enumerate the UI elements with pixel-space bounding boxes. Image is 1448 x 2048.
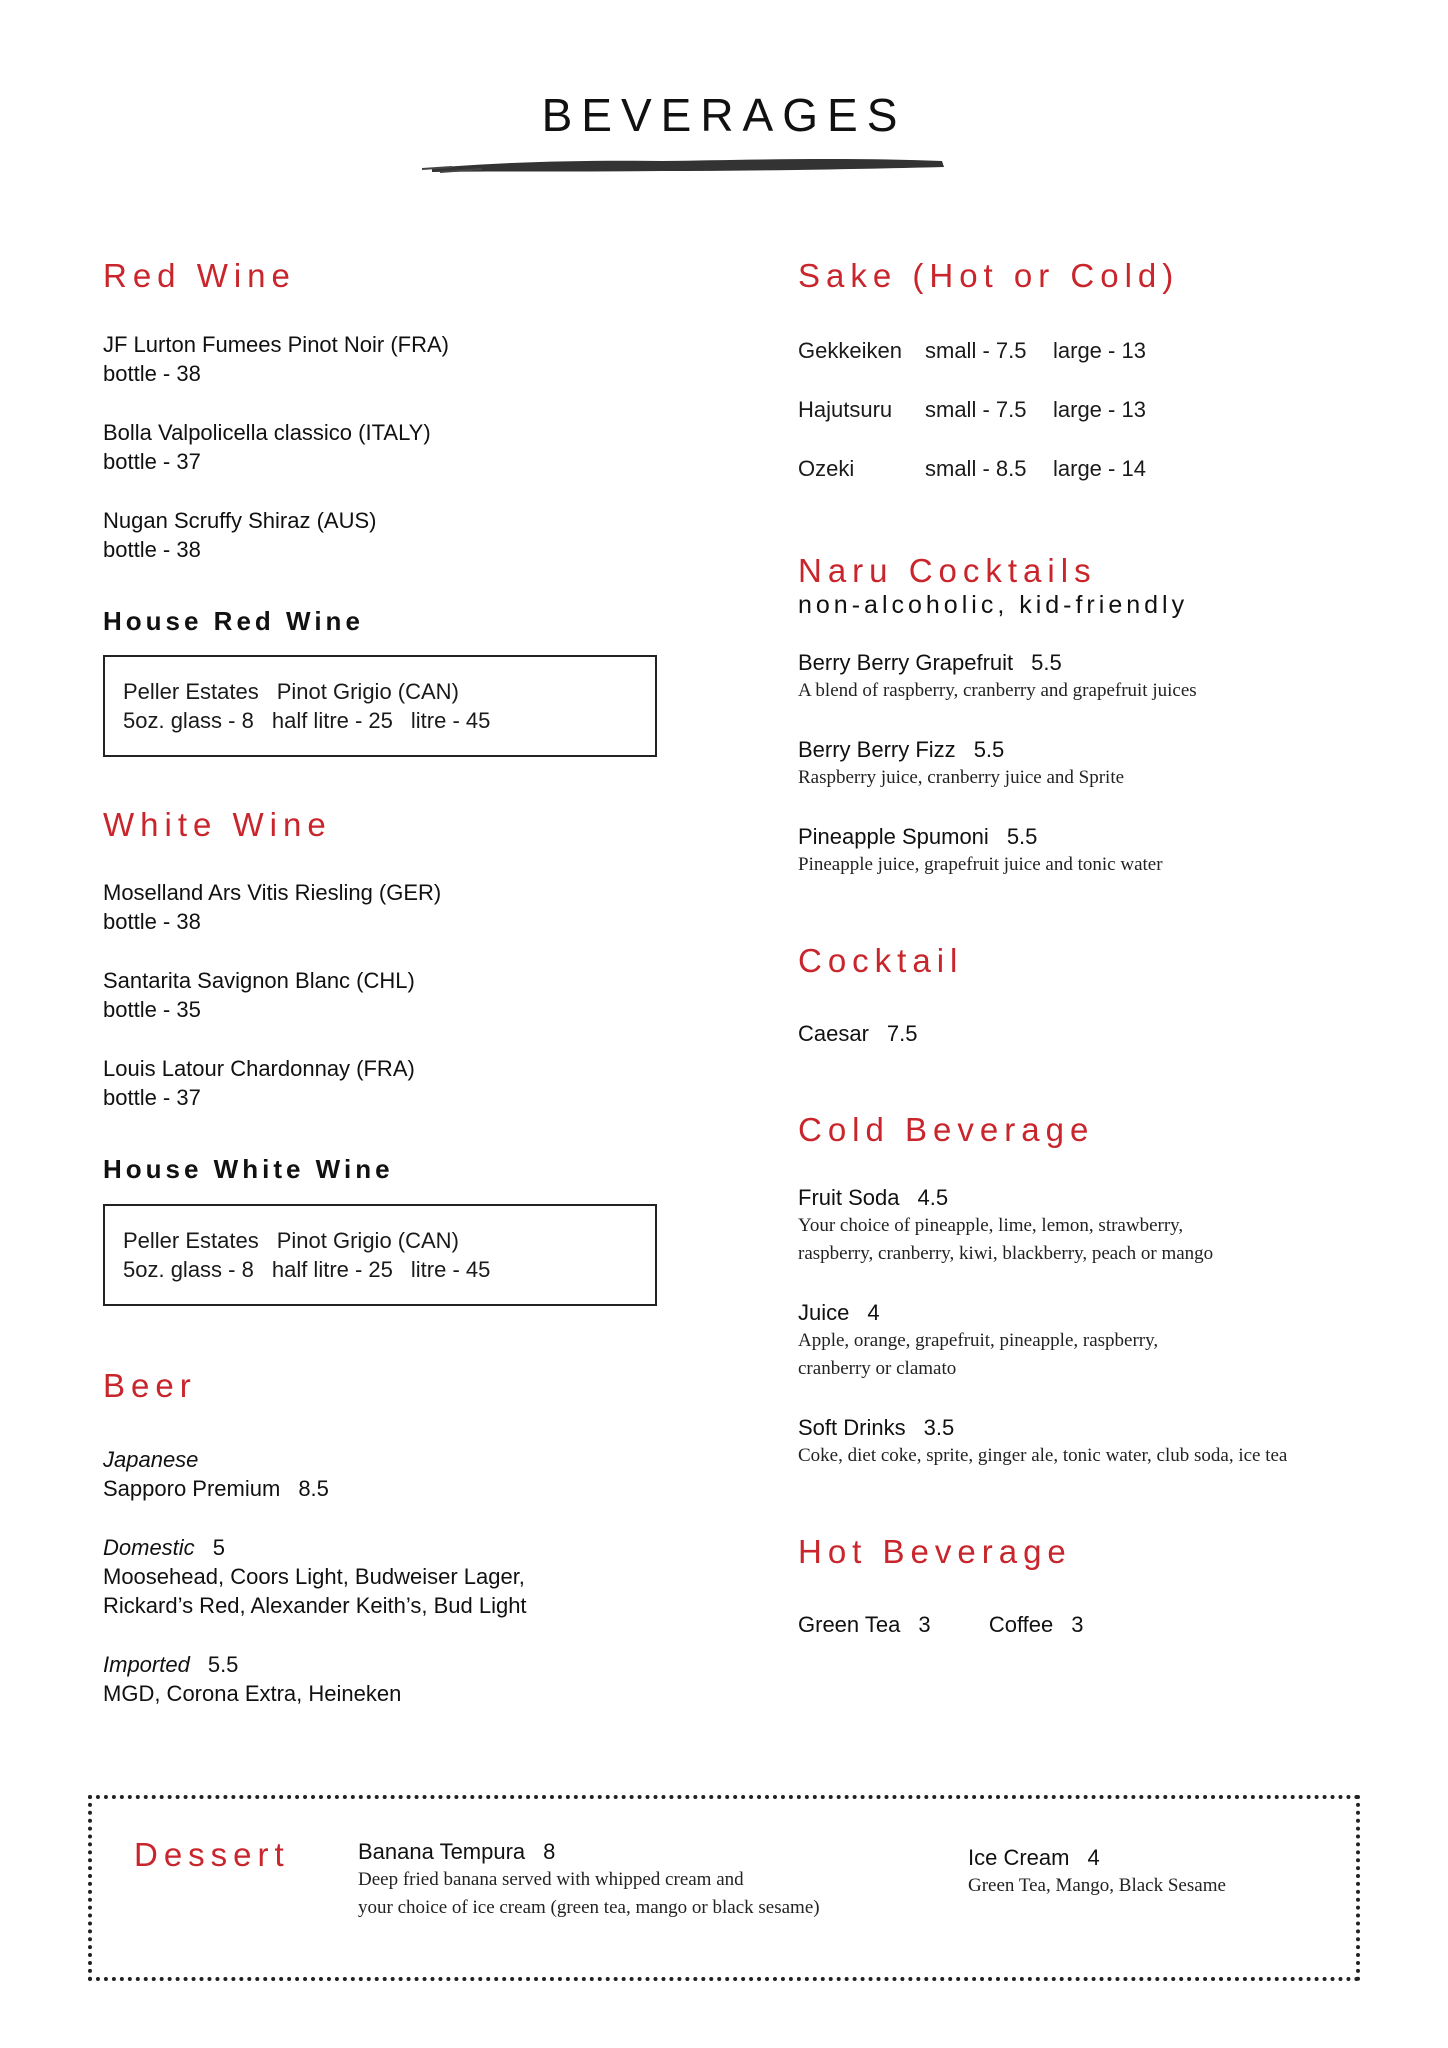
list-item: Juice 4 Apple, orange, grapefruit, pineapple, raspberry, cranberry or clamato	[798, 1300, 1159, 1380]
list-item: Green Tea 3 Coffee 3	[798, 1611, 1084, 1637]
list-item: Bolla Valpolicella classico (ITALY) bottle - 37	[103, 419, 431, 474]
list-item: Hajutsuru small - 7.5 large - 13	[798, 396, 1146, 422]
beer-title: Beer	[103, 1366, 197, 1404]
list-item: Ice Cream 4 Green Tea, Mango, Black Sesame	[968, 1845, 1226, 1896]
sake-title: Sake (Hot or Cold)	[798, 257, 1180, 294]
list-item: Gekkeiken small - 7.5 large - 13	[798, 337, 1146, 363]
naru-cocktails-title: Naru Cocktails	[798, 551, 1097, 589]
list-item: Domestic 5 Moosehead, Coors Light, Budweiser Lager, Rickard’s Red, Alexander Keith’s, Bud Light	[103, 1535, 527, 1619]
left-column	[103, 256, 663, 1708]
list-item: Imported 5.5 MGD, Corona Extra, Heineken	[103, 1652, 402, 1707]
house-white-wine-box: Peller Estates Pinot Grigio (CAN) 5oz. glass - 8 half litre - 25 litre - 45	[103, 1204, 657, 1306]
list-item: Banana Tempura 8 Deep fried banana served with whipped cream and your choice of ice cream (green tea, mango or black sesame)	[358, 1839, 820, 1918]
cocktail-title: Cocktail	[798, 942, 964, 980]
list-item: Soft Drinks 3.5 Coke, diet coke, sprite, ginger ale, tonic water, club soda, ice tea	[798, 1415, 1288, 1467]
dessert-title: Dessert	[134, 1836, 290, 1873]
right-column	[798, 256, 1388, 1639]
naru-cocktails-subtitle: non-alcoholic, kid-friendly	[798, 591, 1189, 620]
white-wine-title: White Wine	[103, 805, 332, 843]
cold-beverage-title: Cold Beverage	[798, 1110, 1095, 1148]
list-item: Louis Latour Chardonnay (FRA) bottle - 37	[103, 1056, 415, 1111]
house-red-wine-title: House Red Wine	[103, 605, 364, 636]
red-wine-title: Red Wine	[103, 257, 296, 294]
dessert-box	[88, 1795, 1360, 1981]
list-item: JF Lurton Fumees Pinot Noir (FRA) bottle - 38	[103, 331, 449, 386]
list-item: Nugan Scruffy Shiraz (AUS) bottle - 38	[103, 507, 377, 562]
list-item: Berry Berry Grapefruit 5.5 A blend of raspberry, cranberry and grapefruit juices	[798, 650, 1197, 702]
white-wine-list	[103, 878, 663, 1112]
red-wine-list	[103, 330, 663, 564]
list-item: Japanese Sapporo Premium 8.5	[103, 1447, 329, 1502]
list-item: Santarita Savignon Blanc (CHL) bottle - 35	[103, 968, 415, 1023]
hot-beverage-title: Hot Beverage	[798, 1533, 1072, 1571]
sake-list	[798, 336, 1388, 483]
list-item: Pineapple Spumoni 5.5 Pineapple juice, grapefruit juice and tonic water	[798, 824, 1163, 876]
list-item: Ozeki small - 8.5 large - 14	[798, 455, 1146, 481]
list-item: Caesar 7.5	[798, 1020, 918, 1046]
brush-stroke-divider	[422, 152, 952, 178]
house-white-wine-title: House White Wine	[103, 1154, 394, 1185]
house-red-wine-box: Peller Estates Pinot Grigio (CAN) 5oz. glass - 8 half litre - 25 litre - 45	[103, 655, 657, 757]
list-item: Berry Berry Fizz 5.5 Raspberry juice, cranberry juice and Sprite	[798, 737, 1125, 789]
list-item: Moselland Ars Vitis Riesling (GER) bottle - 38	[103, 880, 442, 935]
list-item: Fruit Soda 4.5 Your choice of pineapple, lime, lemon, strawberry, raspberry, cranberry, kiwi, blackberry, peach or mango	[798, 1185, 1214, 1265]
page-title: BEVERAGES	[541, 89, 907, 141]
